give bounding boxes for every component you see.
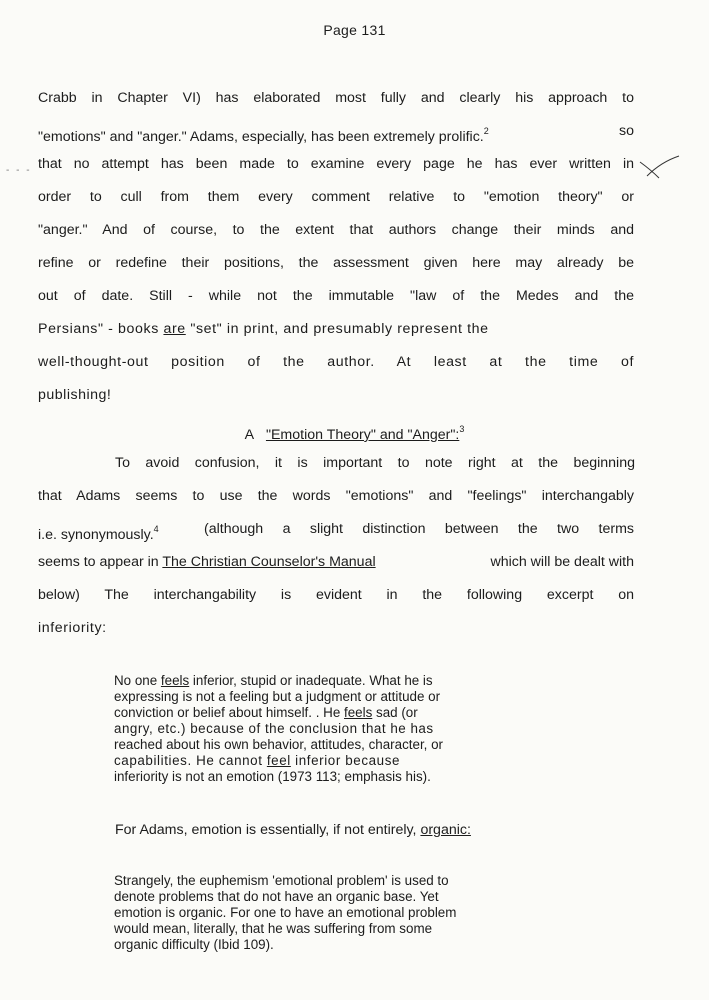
- text-line: Persians" - books are "set" in print, and presumably represent the: [38, 321, 489, 337]
- footnote-ref: 4: [153, 524, 159, 534]
- footnote-ref: 3: [459, 424, 465, 434]
- quote-line: would mean, literally, that he was suffering from some: [114, 921, 433, 936]
- text-line: For Adams, emotion is essentially, if not entirely, organic:: [115, 822, 471, 838]
- quote-line: inferiority is not an emotion (1973 113; emphasis his).: [114, 769, 431, 784]
- text-line: "emotions" and "anger." Adams, especially, has been extremely prolific.$^2$ so: [38, 123, 634, 145]
- text-line: below) The interchangability is evident in the following excerpt on: [38, 587, 634, 603]
- text-line: publishing!: [38, 387, 112, 403]
- text-line: inferiority:: [38, 620, 107, 636]
- page-header: Page 131: [323, 22, 386, 38]
- section-title: "Emotion Theory" and "Anger":: [265, 427, 460, 443]
- text-line: out of date. Still - while not the immutable "law of the Medes and the: [38, 288, 634, 304]
- underlined-word: organic:: [420, 822, 471, 838]
- section-letter: A: [244, 427, 255, 443]
- text-line: seems to appear in The Christian Counselor's Manual which will be dealt with: [38, 554, 634, 570]
- quote-line: denote problems that do not have an organic base. Yet: [114, 889, 439, 904]
- quote-line: Strangely, the euphemism 'emotional problem' is used to: [114, 873, 449, 888]
- quote-line: conviction or belief about himself. . He feels sad (or: [114, 705, 418, 720]
- margin-ticks: - - -: [6, 165, 32, 176]
- quote-line: capabilities. He cannot feel inferior because: [114, 753, 401, 768]
- quote-line: reached about his own behavior, attitudes, character, or: [114, 737, 444, 752]
- text-line: well-thought-out position of the author. At least at the time of: [38, 354, 634, 370]
- text-word: so: [619, 123, 634, 139]
- text-line: "anger." And of course, to the extent that authors change their minds and: [38, 222, 634, 238]
- footnote-ref: 2: [483, 126, 489, 136]
- quote-line: emotion is organic. For one to have an emotional problem: [114, 905, 457, 920]
- section-heading: [0, 420, 709, 444]
- text-line: that Adams seems to use the words "emotions" and "feelings" interchangably: [38, 488, 634, 504]
- text-line: that no attempt has been made to examine every page he has ever written in: [38, 156, 634, 172]
- quote-line: expressing is not a feeling but a judgment or attitude or: [114, 689, 441, 704]
- text-line: refine or redefine their positions, the assessment given here may already be: [38, 255, 634, 271]
- quote-line: organic difficulty (Ibid 109).: [114, 937, 274, 952]
- text-line: i.e. synonymously.$^4$ (although a slight distinction between the two terms: [38, 521, 634, 543]
- text-line: To avoid confusion, it is important to note right at the beginning: [115, 455, 635, 471]
- underlined-word: are: [163, 321, 186, 337]
- book-title: The Christian Counselor's Manual: [162, 554, 376, 570]
- text-line: order to cull from them every comment relative to "emotion theory" or: [38, 189, 634, 205]
- quote-line: angry, etc.) because of the conclusion that he has: [114, 721, 434, 736]
- text-line: Crabb in Chapter VI) has elaborated most fully and clearly his approach to: [38, 90, 634, 106]
- handwritten-check-icon: [637, 152, 681, 182]
- quote-line: No one feels inferior, stupid or inadequate. What he is: [114, 673, 433, 688]
